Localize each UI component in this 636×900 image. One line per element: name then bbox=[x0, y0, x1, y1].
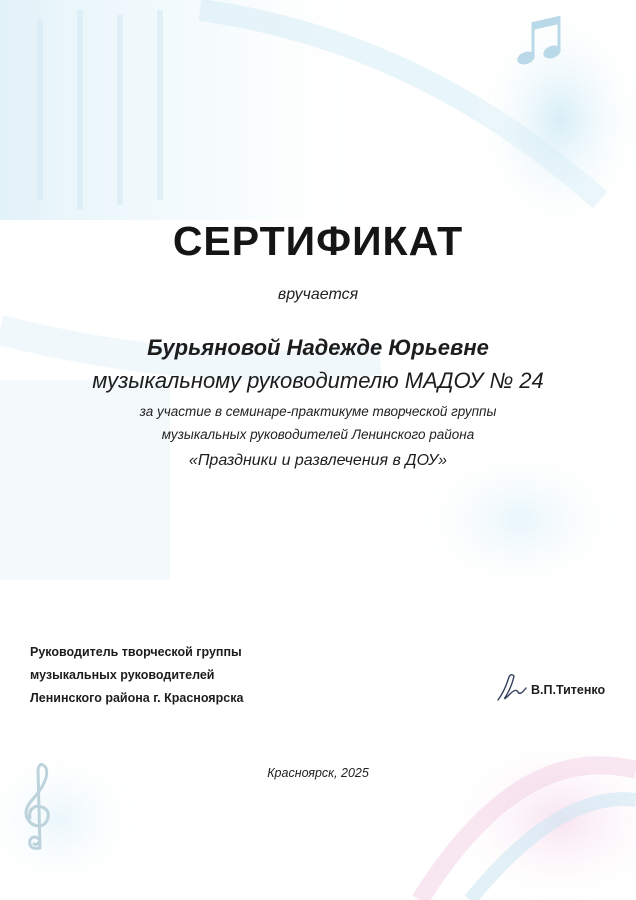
recipient-name: Бурьяновой Надежде Юрьевне bbox=[147, 335, 489, 360]
description-line-1: за участие в семинаре-практикуме творческой группы bbox=[139, 404, 497, 419]
signer-name: В.П.Титенко bbox=[531, 683, 606, 697]
music-note-icon bbox=[512, 14, 570, 74]
event-name: «Праздники и развлечения в ДОУ» bbox=[188, 452, 448, 469]
awarded-text: вручается bbox=[277, 286, 359, 303]
handwritten-signature bbox=[494, 670, 530, 704]
certificate-title: СЕРТИФИКАТ bbox=[172, 218, 464, 264]
place-and-date: Красноярск, 2025 bbox=[267, 766, 369, 780]
signature-block-line-2: музыкальных руководителей bbox=[30, 668, 215, 682]
signature-block bbox=[30, 641, 243, 710]
signature-block-line-3: Ленинского района г. Красноярска bbox=[30, 691, 244, 705]
signature-block-line-1: Руководитель творческой группы bbox=[30, 645, 242, 659]
recipient-position: музыкальному руководителю МАДОУ № 24 bbox=[92, 368, 544, 393]
description-line-2: музыкальных руководителей Ленинского района bbox=[161, 427, 475, 442]
